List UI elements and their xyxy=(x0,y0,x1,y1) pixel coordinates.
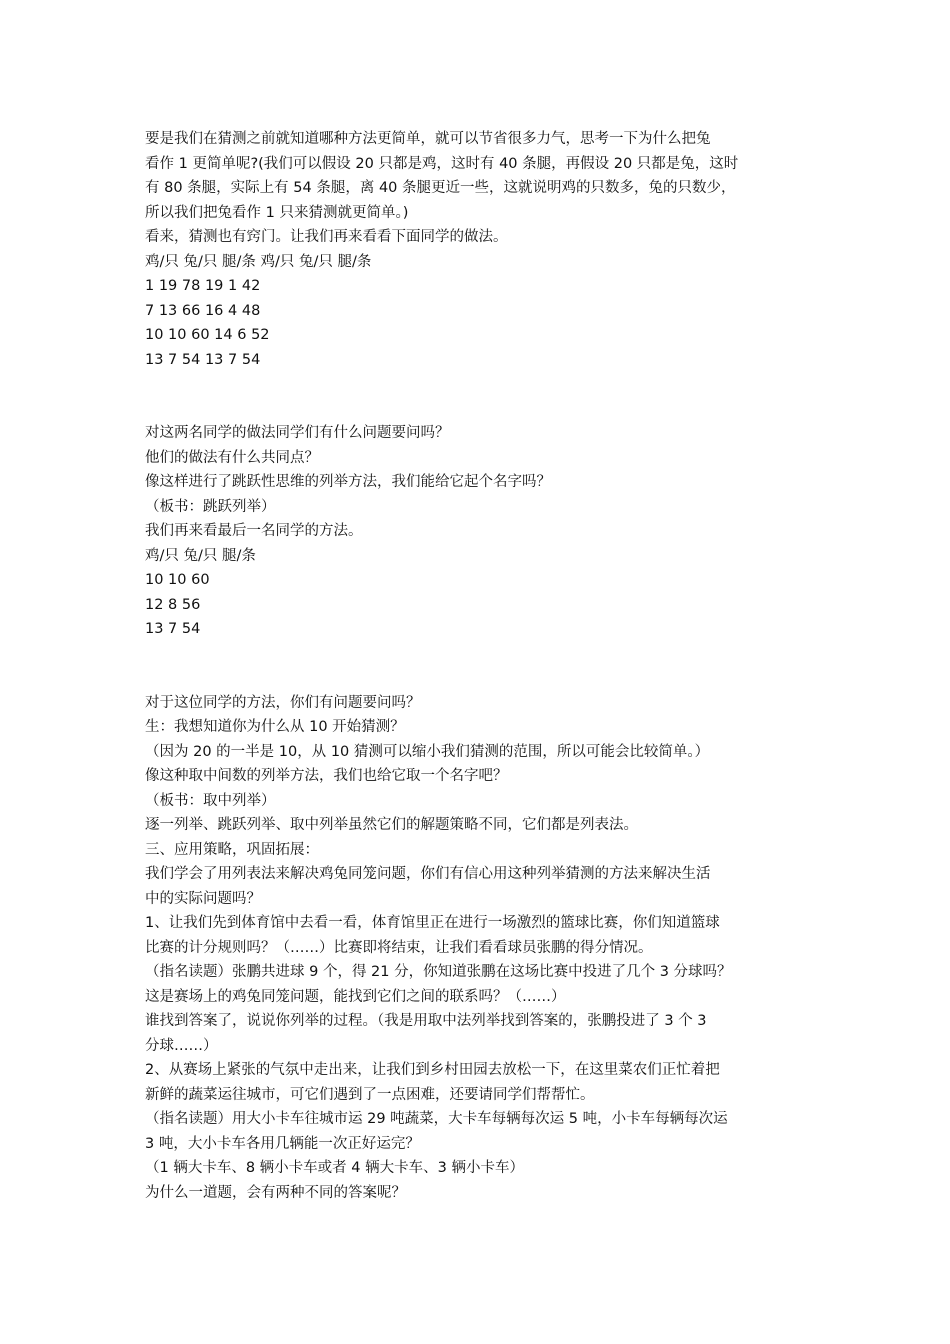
text-line: 13 7 54 13 7 54 xyxy=(145,351,261,368)
text-line: 生：我想知道你为什么从 10 开始猜测？ xyxy=(145,719,405,735)
text-line: 分球……） xyxy=(145,1037,218,1054)
text-line: 看作 1 更简单呢?(我们可以假设 20 只都是鸡，这时有 40 条腿，再假设 20 只都是兔，这时 xyxy=(145,155,739,172)
text-line: 谁找到答案了，说说你列举的过程。（我是用取中法列举找到答案的，张鹏投进了 3 个 3 xyxy=(145,1013,707,1029)
blank-gap xyxy=(145,372,810,421)
text-line: 3 吨，大小卡车各用几辆能一次正好运完？ xyxy=(145,1135,420,1152)
text-line: 1、让我们先到体育馆中去看一看，体育馆里正在进行一场激烈的篮球比赛，你们知道篮球 xyxy=(145,915,720,931)
text-line: 鸡/只 兔/只 腿/条 xyxy=(145,547,256,564)
text-line: 我们再来看最后一名同学的方法。 xyxy=(145,523,363,539)
text-line: 为什么一道题，会有两种不同的答案呢？ xyxy=(145,1184,406,1201)
text-line: 1 19 78 19 1 42 xyxy=(145,278,261,294)
text-line: （1 辆大卡车、8 辆小卡车或者 4 辆大卡车、3 辆小卡车） xyxy=(145,1160,524,1176)
text-line: 2、从赛场上紧张的气氛中走出来，让我们到乡村田园去放松一下，在这里菜农们正忙着把 xyxy=(145,1062,720,1078)
text-line: 比赛的计分规则吗？（……）比赛即将结束，让我们看看球员张鹏的得分情况。 xyxy=(145,939,653,956)
text-line: 三、应用策略，巩固拓展： xyxy=(145,841,319,858)
text-line: 这是赛场上的鸡兔同笼问题，能找到它们之间的联系吗？（……） xyxy=(145,988,566,1005)
text-line: （指名读题）用大小卡车往城市运 29 吨蔬菜，大卡车每辆每次运 5 吨，小卡车每辆每次运 xyxy=(145,1111,728,1127)
text-line: 像这种取中间数的列举方法，我们也给它取一个名字吧？ xyxy=(145,768,508,784)
text-line: 他们的做法有什么共同点？ xyxy=(145,449,319,466)
text-line: 中的实际问题吗？ xyxy=(145,890,261,907)
text-line: 有 80 条腿，实际上有 54 条腿，离 40 条腿更近一些，这就说明鸡的只数多，兔的只数少， xyxy=(145,180,736,196)
text-line: 看来，猜测也有窍门。让我们再来看看下面同学的做法。 xyxy=(145,229,508,245)
text-line: （指名读题）张鹏共进球 9 个，得 21 分，你知道张鹏在这场比赛中投进了几个 3 分球吗？ xyxy=(145,964,732,980)
text-line: 13 7 54 xyxy=(145,621,201,637)
text-line: 所以我们把兔看作 1 只来猜测就更简单。) xyxy=(145,204,409,221)
blank-gap xyxy=(145,642,810,691)
text-line: 鸡/只 兔/只 腿/条 鸡/只 兔/只 腿/条 xyxy=(145,253,372,270)
text-line: （板书：跳跃列举） xyxy=(145,498,276,515)
text-line: 我们学会了用列表法来解决鸡兔同笼问题，你们有信心用这种列举猜测的方法来解决生活 xyxy=(145,866,711,882)
section-middle xyxy=(145,421,810,642)
text-line: 对这两名同学的做法同学们有什么问题要问吗？ xyxy=(145,425,450,441)
section-bottom xyxy=(145,691,810,1206)
text-line: 10 10 60 xyxy=(145,572,210,588)
text-line: 7 13 66 16 4 48 xyxy=(145,302,261,319)
text-line: 对于这位同学的方法，你们有问题要问吗？ xyxy=(145,694,421,711)
text-line: 要是我们在猜测之前就知道哪种方法更简单，就可以节省很多力气，思考一下为什么把兔 xyxy=(145,131,711,147)
text-line: 10 10 60 14 6 52 xyxy=(145,327,270,343)
text-line: 12 8 56 xyxy=(145,596,201,613)
text-line: （因为 20 的一半是 10，从 10 猜测可以缩小我们猜测的范围，所以可能会比较简单。） xyxy=(145,743,710,760)
text-line: 像这样进行了跳跃性思维的列举方法，我们能给它起个名字吗？ xyxy=(145,474,551,490)
section-top xyxy=(145,127,810,372)
text-line: 新鲜的蔬菜运往城市，可它们遇到了一点困难，还要请同学们帮帮忙。 xyxy=(145,1086,595,1103)
text-line: 逐一列举、跳跃列举、取中列举虽然它们的解题策略不同，它们都是列表法。 xyxy=(145,817,638,833)
text-line: （板书：取中列举） xyxy=(145,792,276,809)
